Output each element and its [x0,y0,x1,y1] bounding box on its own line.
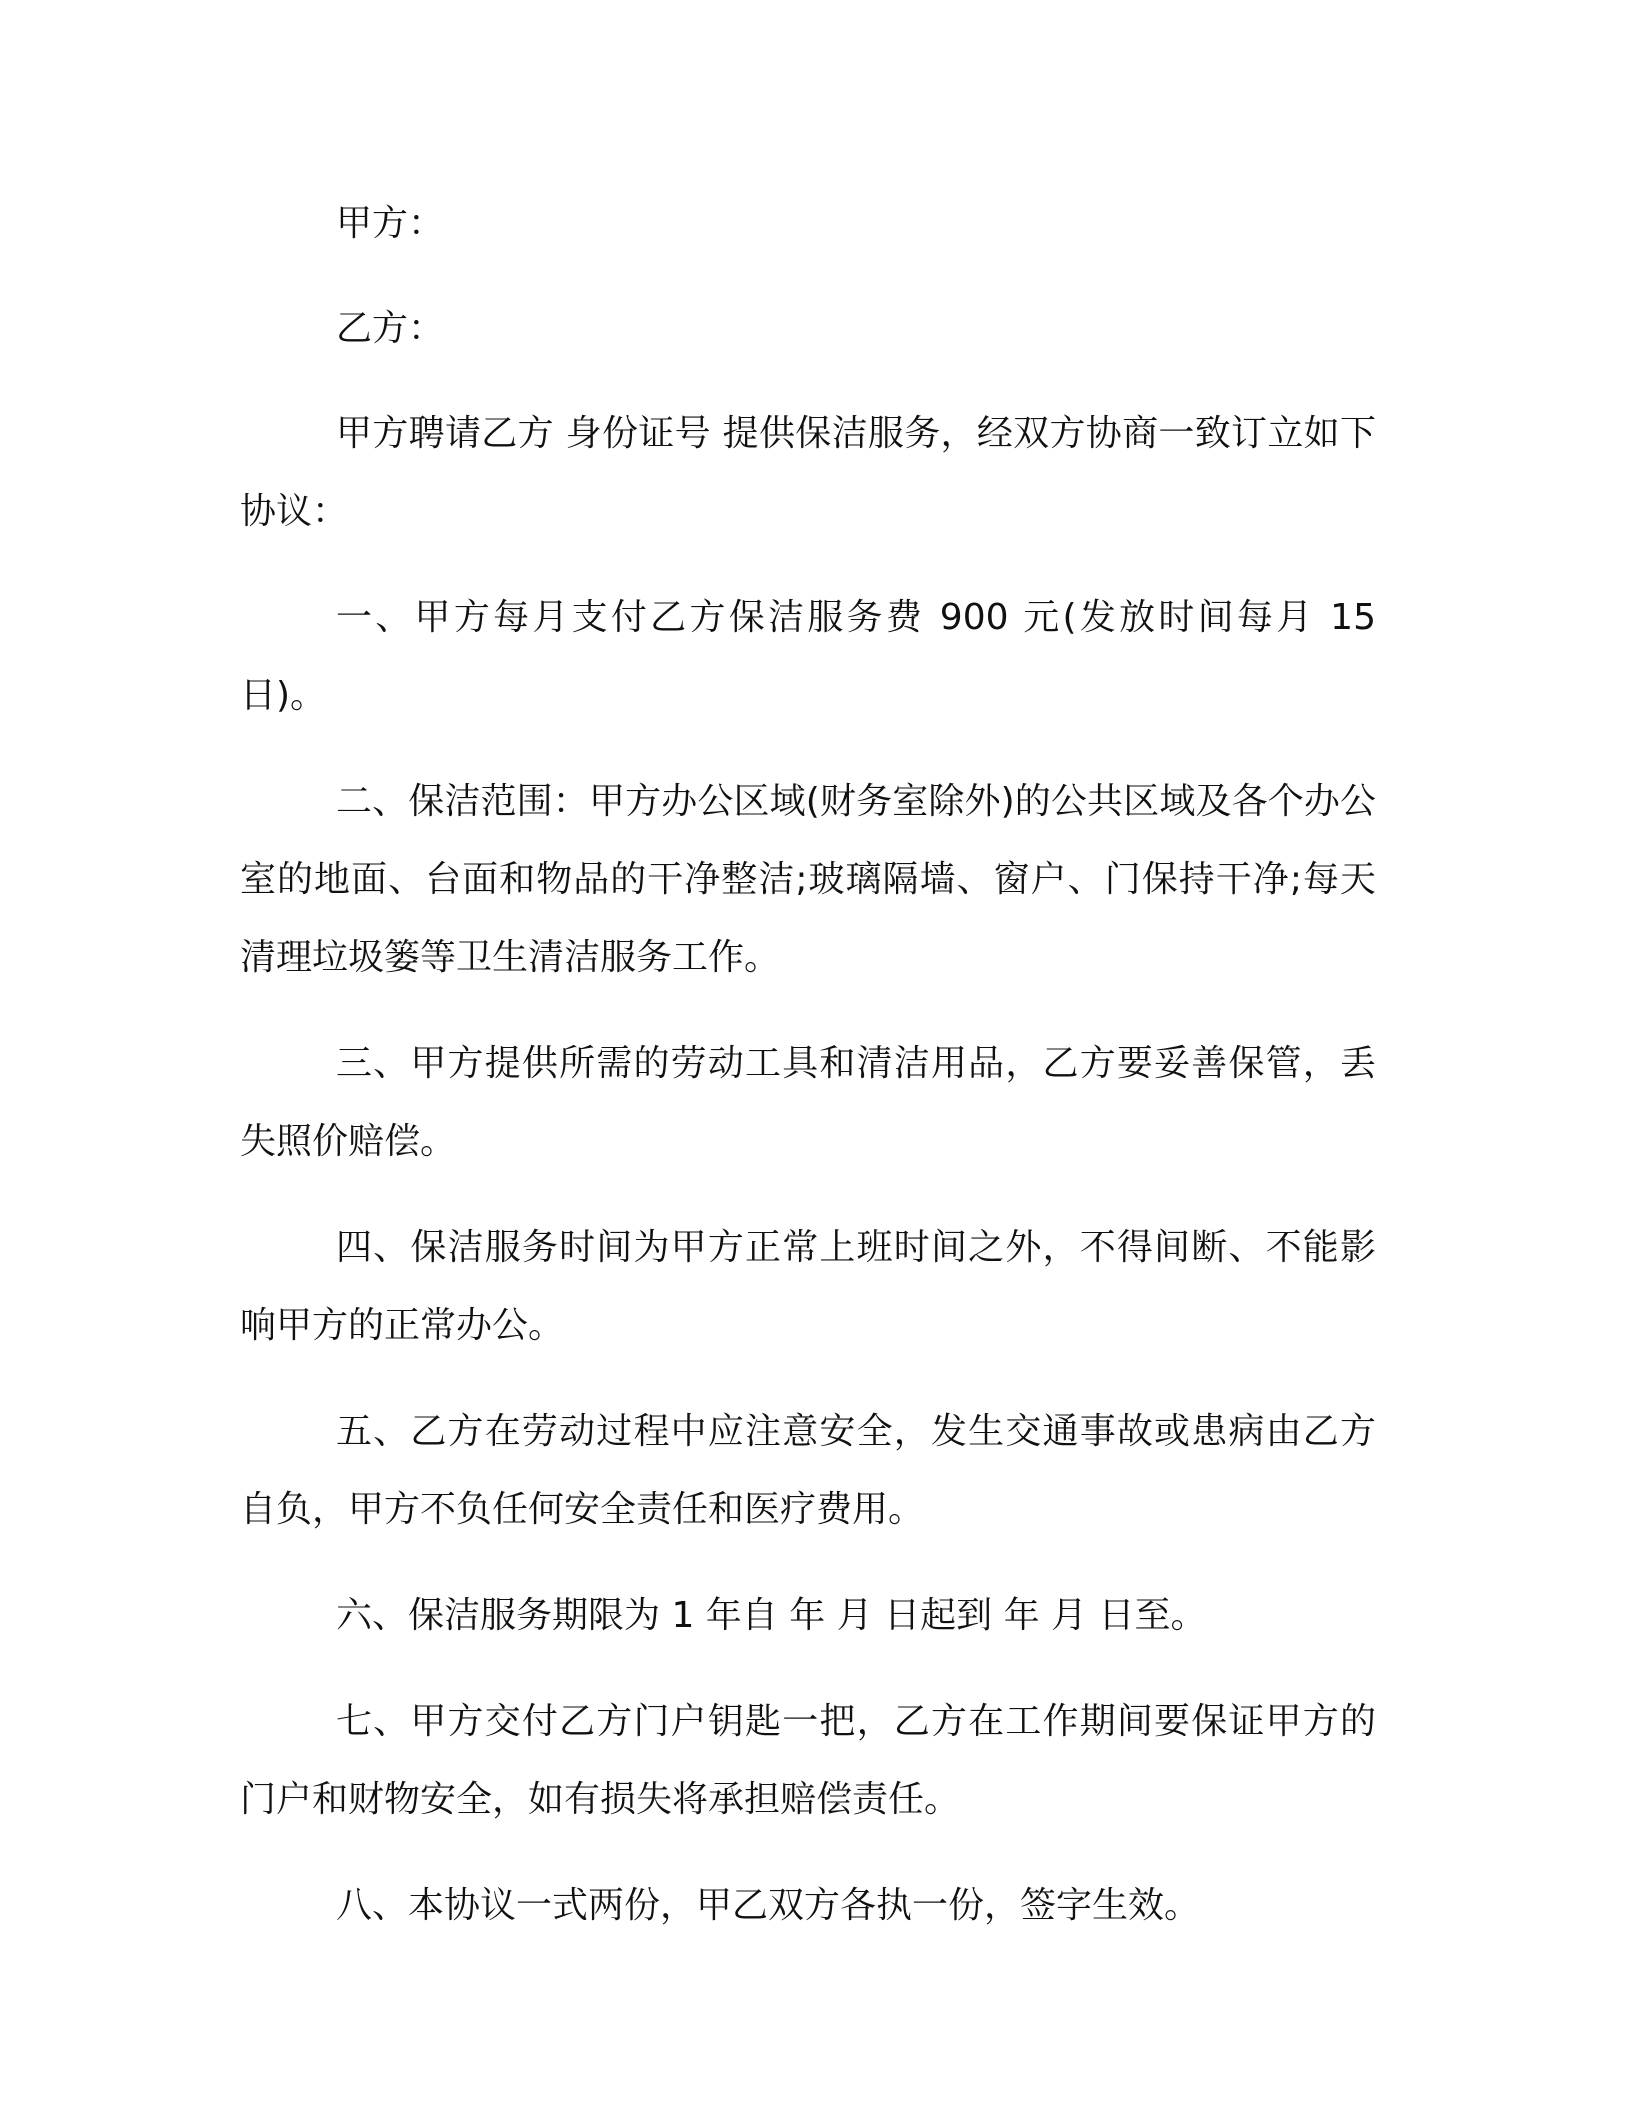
clause-1: 一、甲方每月支付乙方保洁服务费 900 元(发放时间每月 15 日)。 [240,597,1376,716]
clause-8: 八、本协议一式两份，甲乙双方各执一份，签字生效。 [336,1885,1201,1926]
clause-6: 六、保洁服务期限为 1 年自 年 月 日起到 年 月 日至。 [336,1595,1207,1636]
agreement-body [240,185,1376,1973]
intro-paragraph: 甲方聘请乙方 身份证号 提供保洁服务，经双方协商一致订立如下协议： [240,413,1376,532]
clause-3: 三、甲方提供所需的劳动工具和清洁用品，乙方要妥善保管，丢失照价赔偿。 [240,1043,1376,1162]
clause-2: 二、保洁范围：甲方办公区域(财务室除外)的公共区域及各个办公室的地面、台面和物品的干净整洁;玻璃隔墙、窗户、门保持干净;每天清理垃圾篓等卫生清洁服务工作。 [240,781,1376,978]
party-a-line: 甲方： [336,203,445,244]
clause-7: 七、甲方交付乙方门户钥匙一把，乙方在工作期间要保证甲方的门户和财物安全，如有损失将承担赔偿责任。 [240,1701,1376,1820]
party-b-line: 乙方： [336,308,445,349]
clause-4: 四、保洁服务时间为甲方正常上班时间之外，不得间断、不能影响甲方的正常办公。 [240,1227,1376,1346]
clause-5: 五、乙方在劳动过程中应注意安全，发生交通事故或患病由乙方自负，甲方不负任何安全责任和医疗费用。 [240,1411,1376,1530]
